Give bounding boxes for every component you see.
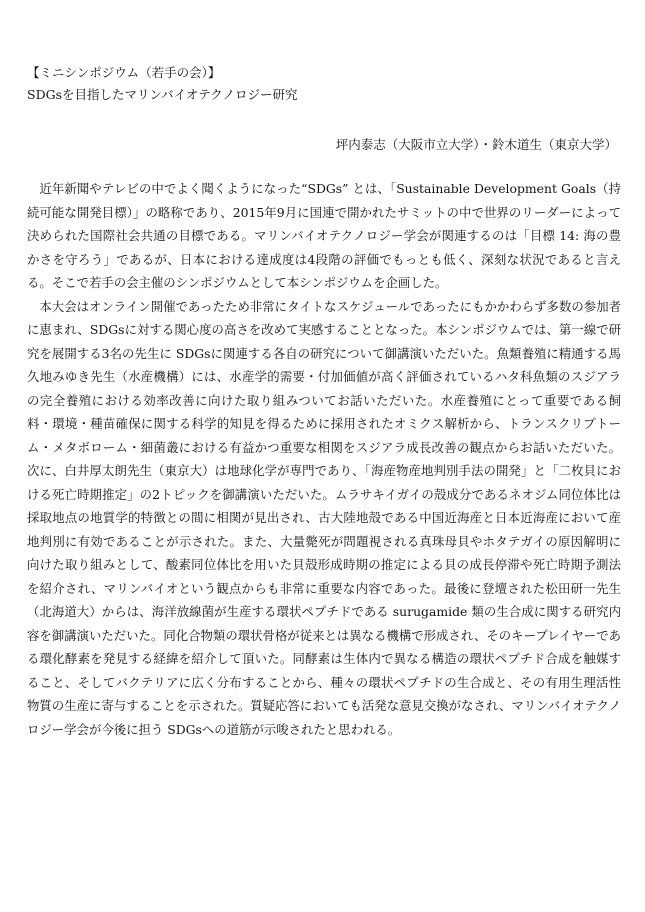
author-line: 坪内泰志（大阪市立大学）・鈴木道生（東京大学）	[335, 137, 617, 152]
paragraph-symposium-report: 本大会はオンライン開催であったため非常にタイトなスケジュールであったにもかかわらず多数の参加者に恵まれ、SDGsに対する関心度の高さを改めて実感することとなった。本シンポジウムでは、第一線で研究を展開する3名の先生に SDGsに関連する各自の研究について御講演いただいた。魚類養殖に精通する馬久地みゆき先生（水産機構）には、水産学的需要・付加価値が高く評価されているハタ科魚類のスジアラの完全養殖における効率改善に向けた取り組みついてお話いただいた。水産養殖にとって重要である飼料・環境・種苗確保に関する科学的知見を得るために採用されたオミクス解析から、トランスクリプトーム・メタボローム・細菌叢における有益かつ重要な相関をスジアラ成長改善の観点からお話いただいた。次に、白井厚太朗先生（東京大）は地球化学が専門であり、「海産物産地判別手法の開発」と「二枚貝における死亡時期推定」の2トピックを御講演いただいた。ムラサキイガイの殻成分であるネオジム同位体比は採取地点の地質学的特徴との間に相関が見出され、古大陸地殻である中国近海産と日本近海産において産地判別に有効であることが示された。また、大量斃死が問題視される真珠母貝やホタテガイの原因解明に向けた取り組みとして、酸素同位体比を用いた貝殻形成時期の推定による貝の成長停滞や死亡時期予測法を紹介され、マリンバイオという観点からも非常に重要な内容であった。最後に登壇された松田研一先生（北海道大）からは、海洋放線菌が生産する環状ペプチドである surugamide 類の生合成に関する研究内容を御講演いただいた。同化合物類の環状骨格が従来とは異なる機構で形成され、そのキープレイヤーである環化酵素を発見する経緯を紹介して頂いた。同酵素は生体内で異なる構造の環状ペプチド合成を触媒すること、そしてバクテリアに広く分布することから、種々の環状ペプチドの生合成と、その有用生理活性物質の生産に寄与することを示された。質疑応答においても活発な意見交換がなされ、マリンバイオテクノロジー学会が今後に担う SDGsへの道筋が示唆されたと思われる。	[27, 298, 621, 737]
article-title: SDGsを目指したマリンバイオテクノロジー研究	[27, 87, 298, 102]
article-body	[27, 177, 621, 741]
paragraph-intro: 近年新聞やテレビの中でよく聞くようになった“SDGs” とは、「Sustainable Development Goals（持続可能な開発目標）」の略称であり、2015年9月に国連で開かれたサミットの中で世界のリーダーによって決められた国際社会共通の目標である。マリンバイオテクノロジー学会が関連するのは「目標 14: 海の豊かさを守ろう」であるが、日本における達成度は4段階の評価でもっとも低く、深刻な状況であると言える。そこで若手の会主催のシンポジウムとして本シンポジウムを企画した。	[27, 181, 621, 290]
section-label: 【ミニシンポジウム（若手の会）】	[27, 65, 221, 80]
